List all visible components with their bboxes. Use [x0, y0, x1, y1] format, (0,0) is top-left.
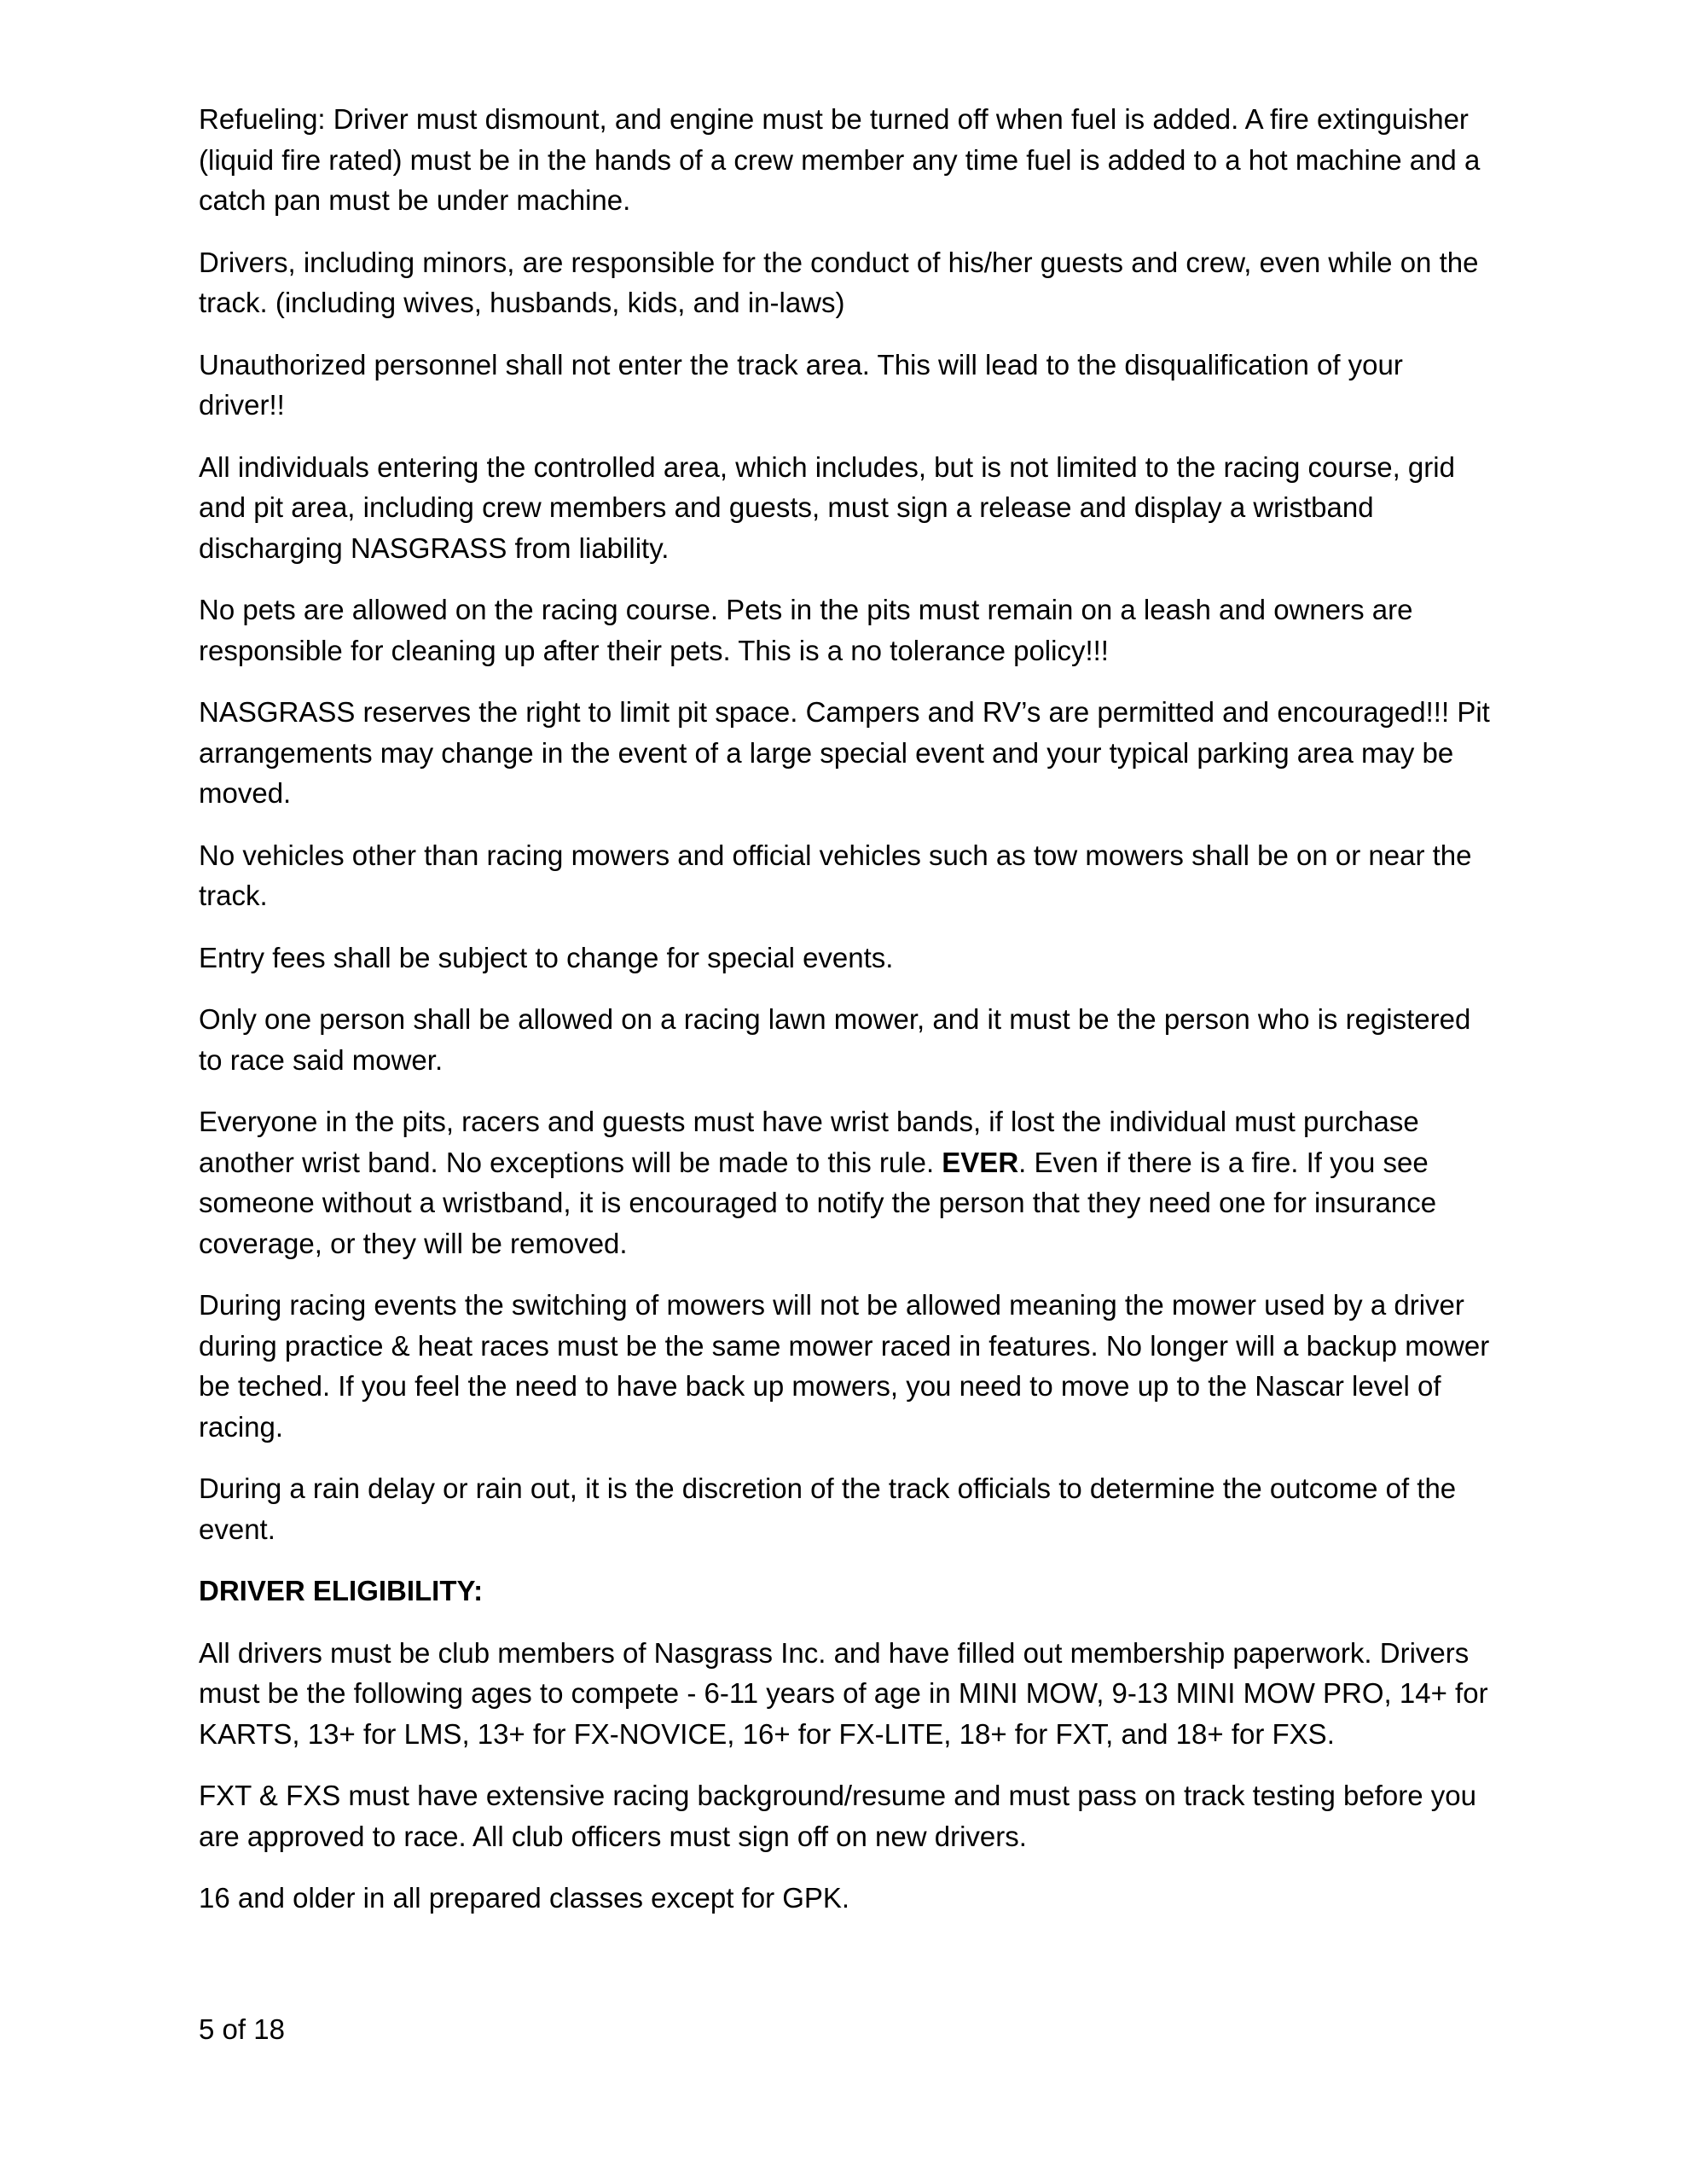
- paragraph-pit-space: NASGRASS reserves the right to limit pit space. Campers and RV’s are permitted and encouraged!!! Pit arrangements may change in the event of a large special event and your typical parking area may be moved.: [199, 696, 1490, 809]
- section-heading-driver-eligibility: DRIVER ELIGIBILITY:: [199, 1575, 484, 1606]
- paragraph-pets: No pets are allowed on the racing course. Pets in the pits must remain on a leash and owners are responsible for cleaning up after their pets. This is a no tolerance policy!!!: [199, 594, 1413, 666]
- paragraph-entry-fees: Entry fees shall be subject to change for special events.: [199, 941, 894, 973]
- page-number: 5 of 18: [199, 2013, 285, 2045]
- wristband-text-before: Everyone in the pits, racers and guests must have wrist bands, if lost the individual must purchase another wrist band. No exceptions will be made to this rule.: [199, 1106, 1419, 1178]
- paragraph-fxt-fxs: FXT & FXS must have extensive racing background/resume and must pass on track testing before you are approved to race. All club officers must sign off on new drivers.: [199, 1780, 1476, 1852]
- paragraph-rain-delay: During a rain delay or rain out, it is the discretion of the track officials to determine the outcome of the event.: [199, 1472, 1457, 1545]
- paragraph-refueling: Refueling: Driver must dismount, and engine must be turned off when fuel is added. A fire extinguisher (liquid fire rated) must be in the hands of a crew member any time fuel is added to a hot machine and a catch pan must be under machine.: [199, 103, 1481, 216]
- paragraph-unauthorized-personnel: Unauthorized personnel shall not enter the track area. This will lead to the disqualification of your driver!!: [199, 348, 1403, 421]
- document-page: [199, 99, 1495, 1940]
- paragraph-one-person: Only one person shall be allowed on a racing lawn mower, and it must be the person who is registered to race said mower.: [199, 1003, 1471, 1076]
- paragraph-vehicles: No vehicles other than racing mowers and official vehicles such as tow mowers shall be on or near the track.: [199, 839, 1472, 911]
- wristband-emphasis: EVER: [942, 1146, 1019, 1178]
- paragraph-wristbands: [199, 1101, 1495, 1263]
- paragraph-controlled-area: All individuals entering the controlled area, which includes, but is not limited to the racing course, grid and pit area, including crew members and guests, must sign a release and display a wristband discharging NASGRASS from liability.: [199, 450, 1455, 564]
- paragraph-driver-conduct: Drivers, including minors, are responsible for the conduct of his/her guests and crew, even while on the track. (including wives, husbands, kids, and in-laws): [199, 246, 1479, 318]
- wristband-text-after: . Even if there is a fire. If you see someone without a wristband, it is encouraged to notify the person that they need one for insurance coverage, or they will be removed.: [199, 1146, 1437, 1259]
- paragraph-prepared-classes: 16 and older in all prepared classes except for GPK.: [199, 1882, 850, 1914]
- paragraph-eligibility-ages: All drivers must be club members of Nasgrass Inc. and have filled out membership paperwork. Drivers must be the following ages to compete - 6-11 years of age in MINI MOW, 9-13 MINI MOW PRO, 14+ for KARTS, 13+ for LMS, 13+ for FX-NOVICE, 16+ for FX-LITE, 18+ for FXT, and 18+ for FXS.: [199, 1636, 1488, 1750]
- paragraph-mower-switching: During racing events the switching of mowers will not be allowed meaning the mower used by a driver during practice & heat races must be the same mower raced in features. No longer will a backup mower be teched. If you feel the need to have back up mowers, you need to move up to the Nascar level of racing.: [199, 1289, 1490, 1443]
